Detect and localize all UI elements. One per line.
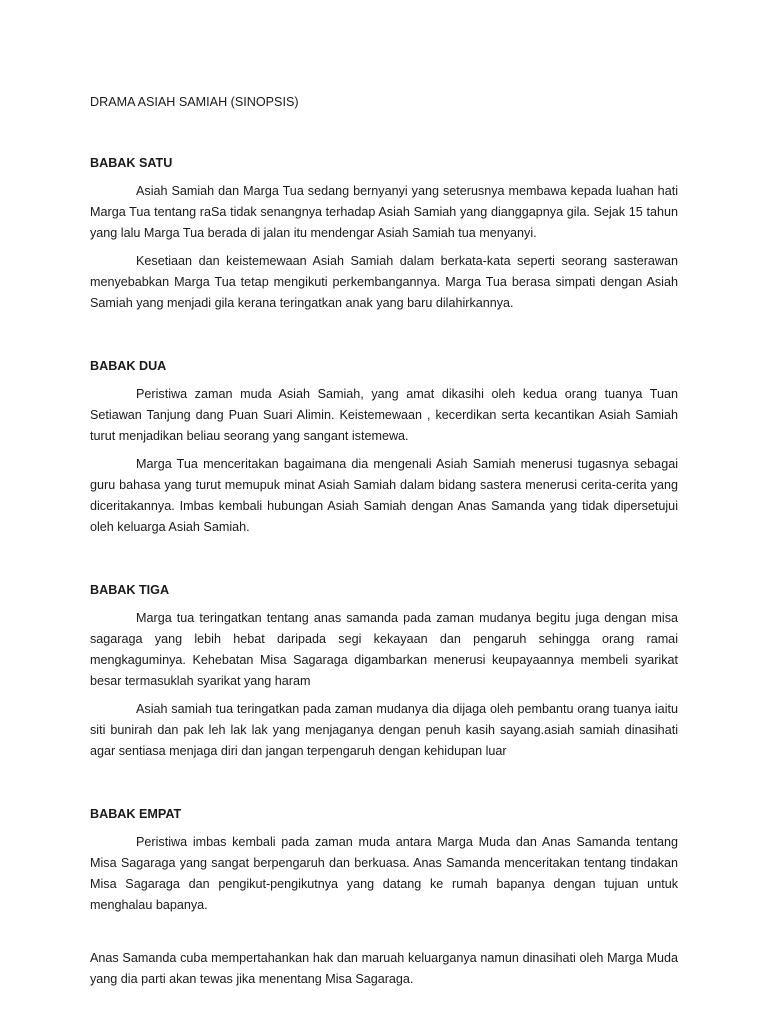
closing-paragraph: Anas Samanda cuba mempertahankan hak dan maruah keluarganya namun dinasihati oleh Marga Muda yang dia parti akan tewas jika menentang Misa Sagaraga. — [90, 951, 678, 986]
paragraph: Marga Tua menceritakan bagaimana dia mengenali Asiah Samiah menerusi tugasnya sebagai guru bahasa yang turut memupuk minat Asiah Samiah dalam bidang sastera menerusi cerita-cerita yang diceritakannya. Imbas kembali hubungan Asiah Samiah dengan Anas Samanda yang tidak dipersetujui oleh keluarga Asiah Samiah. — [90, 457, 678, 534]
section-babak-dua — [90, 356, 678, 538]
paragraph: Asiah samiah tua teringatkan pada zaman mudanya dia dijaga oleh pembantu orang tuanya iaitu siti bunirah dan pak leh lak lak yang menjaganya dengan penuh kasih sayang.asiah samiah dinasihati agar sentiasa menjaga diri dan jangan terpengaruh dengan kehidupan luar — [90, 702, 678, 758]
section-heading: BABAK TIGA — [90, 583, 170, 597]
section-babak-satu — [90, 153, 678, 314]
section-babak-empat — [90, 804, 678, 916]
document-page — [90, 92, 678, 997]
paragraph: Marga tua teringatkan tentang anas samanda pada zaman mudanya begitu juga dengan misa sagaraga yang lebih hebat daripada segi kekayaan dan pengaruh sehingga orang ramai mengkaguminya. Kehebatan Misa Sagaraga digambarkan menerusi keupayaannya membeli syarikat besar termasuklah syarikat yang haram — [90, 611, 678, 688]
paragraph: Asiah Samiah dan Marga Tua sedang bernyanyi yang seterusnya membawa kepada luahan hati Marga Tua tentang raSa tidak senangnya terhadap Asiah Samiah yang dianggapnya gila. Sejak 15 tahun yang lalu Marga Tua berada di jalan itu mendengar Asiah Samiah tua menyanyi. — [90, 184, 678, 240]
paragraph: Kesetiaan dan keistemewaan Asiah Samiah dalam berkata-kata seperti seorang sasterawan menyebabkan Marga Tua tetap mengikuti perkembangannya. Marga Tua berasa simpati dengan Asiah Samiah yang menjadi gila kerana teringatkan anak yang baru dilahirkannya. — [90, 254, 678, 310]
section-heading: BABAK DUA — [90, 359, 167, 373]
paragraph: Peristiwa imbas kembali pada zaman muda antara Marga Muda dan Anas Samanda tentang Misa Sagaraga yang sangat berpengaruh dan berkuasa. Anas Samanda menceritakan tentang tindakan Misa Sagaraga dan pengikut-pengikutnya yang datang ke rumah bapanya dengan tujuan untuk menghalau bapanya. — [90, 835, 678, 912]
section-heading: BABAK EMPAT — [90, 807, 182, 821]
section-heading: BABAK SATU — [90, 156, 173, 170]
section-babak-tiga — [90, 580, 678, 762]
paragraph: Peristiwa zaman muda Asiah Samiah, yang amat dikasihi oleh kedua orang tuanya Tuan Setiawan Tanjung dang Puan Suari Alimin. Keistemewaan , kecerdikan serta kecantikan Asiah Samiah turut menjadikan beliau seorang yang sangant istemewa. — [90, 387, 678, 443]
document-title: DRAMA ASIAH SAMIAH (SINOPSIS) — [90, 95, 299, 109]
